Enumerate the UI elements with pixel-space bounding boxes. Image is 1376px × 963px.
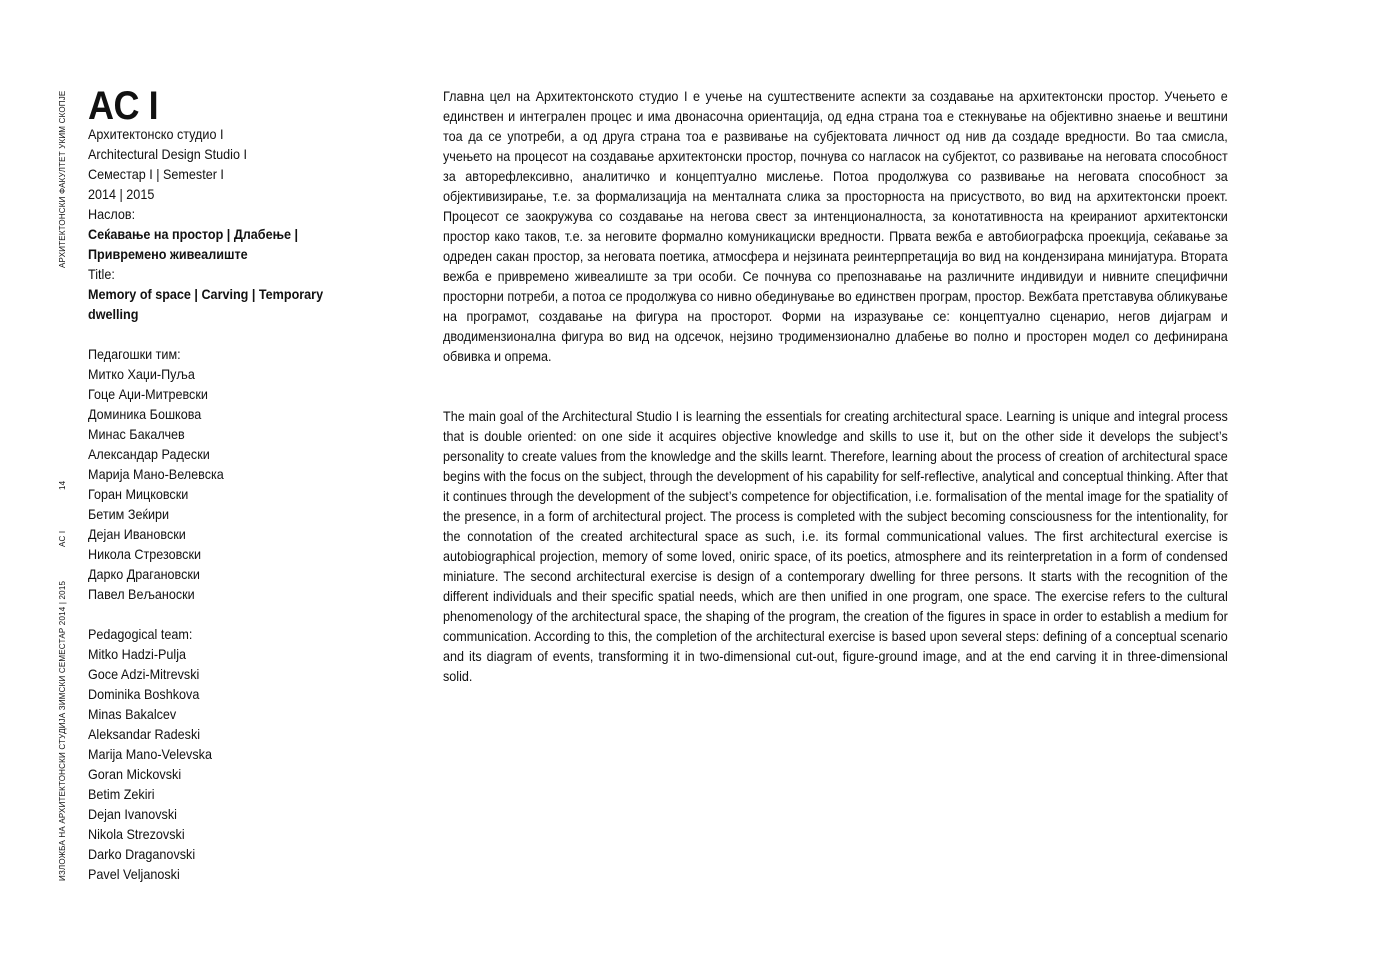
team-en-label: Pedagogical team: (88, 626, 193, 642)
team-mk-list (88, 364, 358, 604)
team-member: Александар Радески (88, 446, 210, 462)
subtitle-mk: Архитектонско студио I (88, 126, 224, 142)
team-member: Nikola Strezovski (88, 826, 185, 842)
paragraph-en: The main goal of the Architectural Studio I is learning the essentials for creating architectural space. Learning is unique and integral process that is double oriented: on one side it acquires objective knowledge and skills to use it, but on the other side it develops the subject’s personality to create values from the knowledge and the skills learnt. Therefore, learning about the process of creation of architectural space begins with the focus on the subject, through the development of his capability for self-reflective, analytical and conceptual thinking. After that it continues through the development of the subject’s competence for objectification, i.e. formalisation of the mental image for the spatiality of the presence, in a form of architectural project. The process is completed with the subject becoming consciousness for the intentionality, for the connotation of the created architectural space as such, i.e. its formal communicational values. The first architectural exercise is autobiographical projection, memory of some loved, oniric space, of its poetics, atmosphere and its reinterpretation in a form of condensed miniature. The second architectural exercise is design of a contemporary dwelling for three persons. It starts with the recognition of the different individuals and their specific spatial needs, which are then unified in one program, one space. The exercise refers to the cultural phenomenology of the architectural space, the shaping of the program, the creation of the figures in space in order to establish a medium for communication. According to this, the completion of the architectural exercise is based upon several steps: defining of a conceptual scenario and its diagram of events, transforming it in two-dimensional cut-out, figure-ground image, and at the end carving it in three-dimensional solid. (443, 408, 1228, 684)
section-vertical-label: AC I (58, 530, 67, 547)
team-member: Митко Хаџи-Пуља (88, 366, 195, 382)
team-mk-label: Педагошки тим: (88, 346, 181, 362)
team-member: Pavel Veljanoski (88, 866, 180, 882)
team-member: Доминика Бошкова (88, 406, 202, 422)
team-member: Mitko Hadzi-Pulja (88, 646, 187, 662)
team-member: Betim Zekiri (88, 786, 155, 802)
title-value: Memory of space | Carving | Temporary dwelling (88, 286, 324, 322)
naslov-value: Сеќавање на простор | Длабење | Привремено живеалиште (88, 226, 299, 262)
team-member: Павел Вељаноски (88, 586, 195, 602)
team-member: Горан Мицковски (88, 486, 189, 502)
paragraph-mk: Главна цел на Архитектонското студио I е учење на суштествените аспекти за создавање на архитектонски простор. Учењето е единствен и интегрален процес и има двонасочна ориентација, од една страна тоа е стекнување на објективно знаење и вештини тоа да се употреби, а од друга страна тоа е развивање на субјектовата личност од нив да создаде вредности. Во таа смисла, учењето на процесот на создавање архитектонски простор, почнува со нагласок на субјектот, со развивање на неговата способност за авторефлексивно, аналитичко и концептуално мислење. Потоа продолжува со развивање на неговата способност за објективизирање, т.е. за формализација на менталната слика за просторноста на присуството, во вид на архитектонски проект. Процесот се заокружува со создавање на негова свест за интенционалноста, за конотативноста на креираниот архитектонски простор како таков, т.е. за неговите формално комуникациски вредности. Првата вежба е автобиографска проекција, сеќавање за одреден сакан простор, за неговата поетика, атмосфера и нејзината реинтерпретација во вид на кондензирана минијатура. Втората вежба е привремено живеалиште за три особи. Се почнува со препознавање на различните индивидуи и нивните специфични просторни потреби, а потоа се продолжува со нивно обединување во единствен програм, простор. Вежбата претставува обликување на програмот, создавање на фигура на просторот. Форми на изразување се: концептуално сценарио, негов дијаграм и дводимензионална фигура во вид на одсечок, нејзино тродимензионално длабење во полно и просторен модел со дефинирана обвивка и опрема. (443, 88, 1228, 364)
team-member: Никола Стрезовски (88, 546, 202, 562)
page-number: 14 (58, 480, 67, 490)
team-member: Дејан Ивановски (88, 526, 186, 542)
subtitle-en: Architectural Design Studio I (88, 146, 247, 162)
faculty-vertical-label: АРХИТЕКТОНСКИ ФАКУЛТЕТ УКИМ СКОПЈЕ (58, 90, 67, 268)
team-member: Марија Мано-Велевска (88, 466, 224, 482)
team-member: Goce Adzi-Mitrevski (88, 666, 200, 682)
year: 2014 | 2015 (88, 186, 155, 202)
sidebar (88, 84, 358, 884)
naslov-label: Наслов: (88, 206, 136, 222)
semester: Семестар I | Semester I (88, 166, 224, 182)
team-member: Aleksandar Radeski (88, 726, 201, 742)
team-member: Darko Draganovski (88, 846, 196, 862)
team-member: Минас Бакалчев (88, 426, 185, 442)
page-title: AC I (88, 84, 159, 128)
team-member: Dejan Ivanovski (88, 806, 177, 822)
team-en-list (88, 644, 358, 884)
body-text (443, 86, 1228, 686)
team-member: Дарко Драгановски (88, 566, 200, 582)
title-label: Title: (88, 266, 115, 282)
team-member: Бетим Зеќири (88, 506, 170, 522)
team-member: Minas Bakalcev (88, 706, 177, 722)
team-member: Dominika Boshkova (88, 686, 200, 702)
team-member: Marija Mano-Velevska (88, 746, 212, 762)
exhibition-vertical-label: ИЗЛОЖБА НА АРХИТЕКТОНСКИ СТУДИЈА ЗИМСКИ СЕМЕСТАР 2014 | 2015 (58, 580, 67, 881)
team-member: Goran Mickovski (88, 766, 182, 782)
team-member: Гоце Аџи-Митревски (88, 386, 208, 402)
